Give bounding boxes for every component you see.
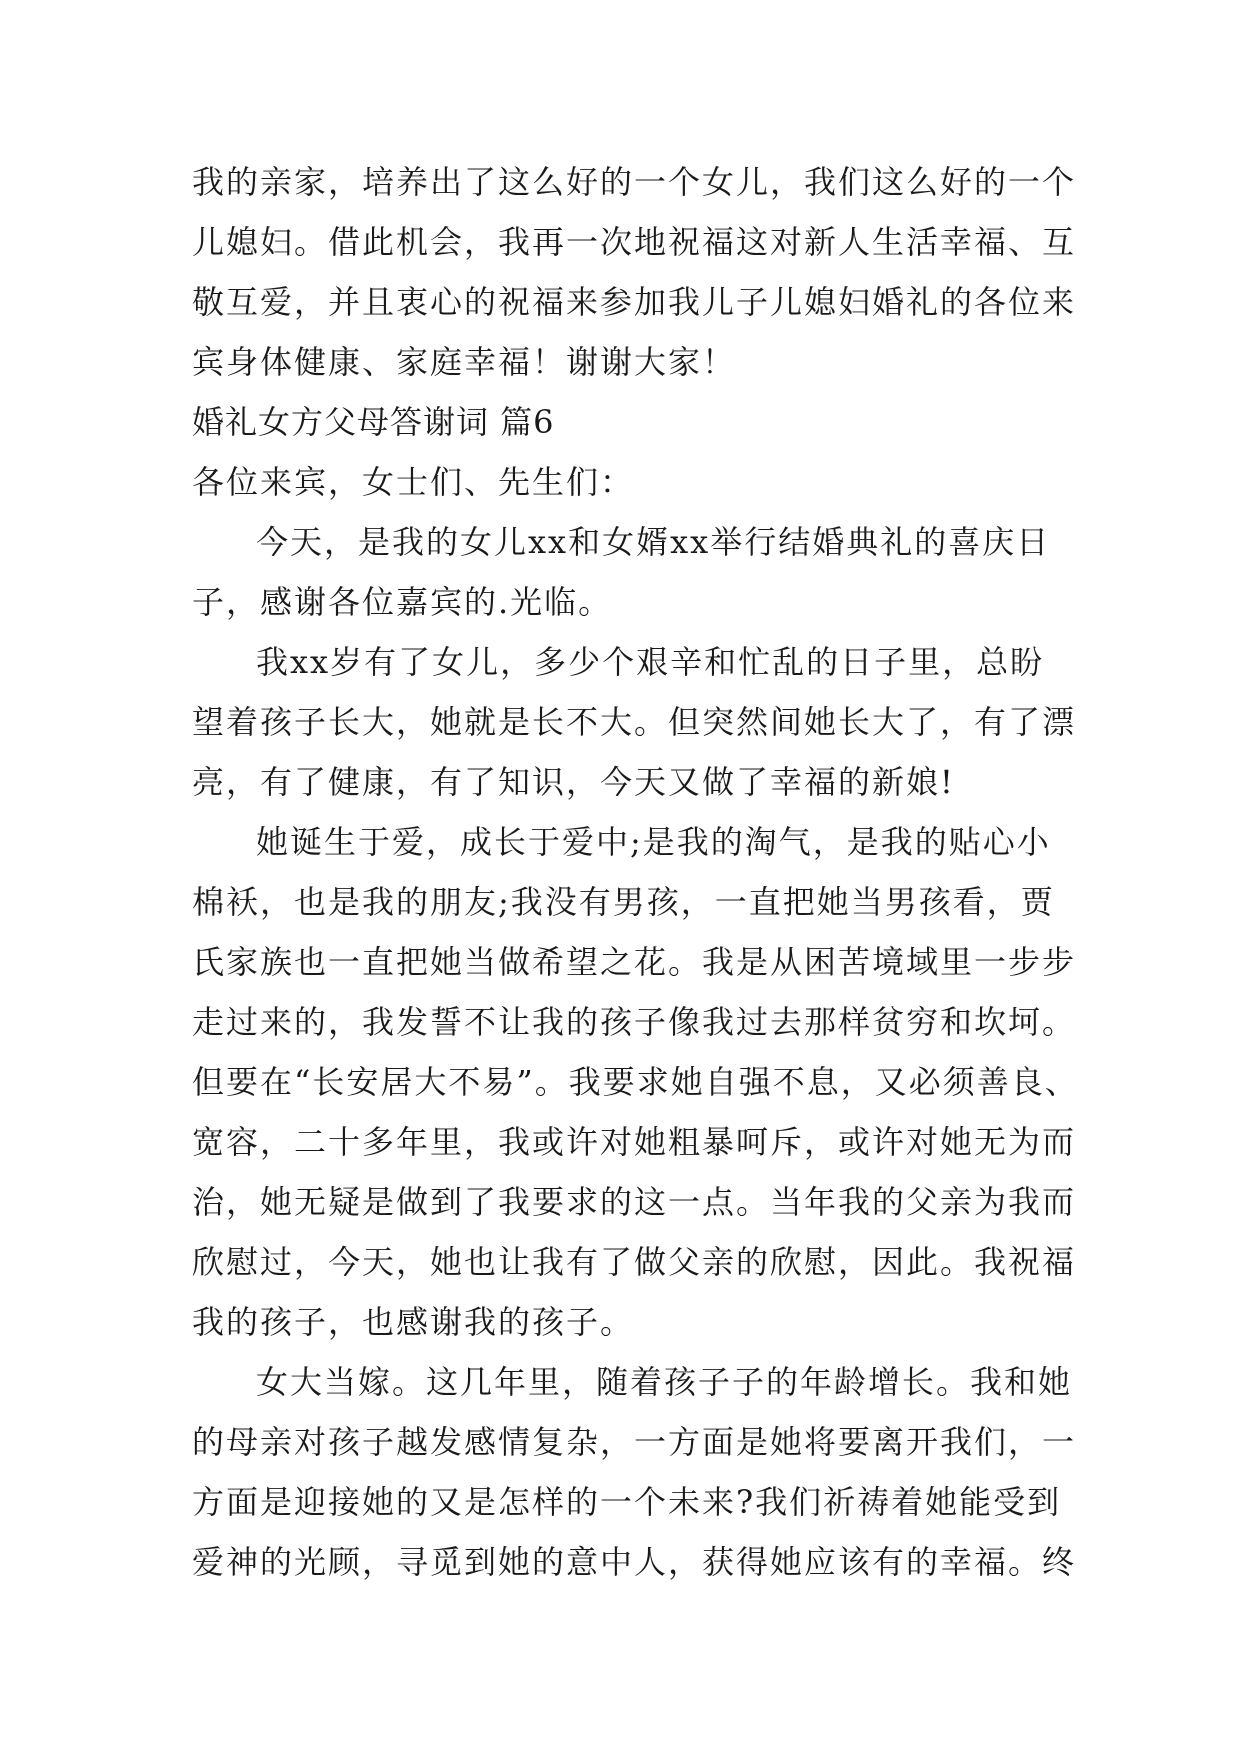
- salutation-line: 各位来宾，女士们、先生们：: [192, 463, 635, 501]
- section-heading: 婚礼女方父母答谢词 篇6: [192, 403, 555, 441]
- paragraph-start-line: 她诞生于爱，成长于爱中;是我的淘气，是我的贴心小: [256, 823, 1051, 861]
- text-line: 宽容，二十多年里，我或许对她粗暴呵斥，或许对她无为而: [192, 1123, 1077, 1161]
- paragraph-start-line: 女大当嫁。这几年里，随着孩子子的年龄增长。我和她: [256, 1363, 1073, 1401]
- text-line: 望着孩子长大，她就是长不大。但突然间她长大了，有了漂: [192, 703, 1077, 741]
- text-line: 儿媳妇。借此机会，我再一次地祝福这对新人生活幸福、互: [192, 223, 1077, 261]
- text-line: 我的亲家，培养出了这么好的一个女儿，我们这么好的一个: [192, 163, 1077, 201]
- text-line: 但要在“长安居大不易”。我要求她自强不息，又必须善良、: [192, 1063, 1079, 1101]
- document-body: [192, 152, 1079, 1592]
- text-line: 敬互爱，并且衷心的祝福来参加我儿子儿媳妇婚礼的各位来: [192, 283, 1077, 321]
- text-line: 宾身体健康、家庭幸福！谢谢大家！: [192, 343, 737, 381]
- text-line: 爱神的光顾，寻觅到她的意中人，获得她应该有的幸福。终: [192, 1543, 1077, 1581]
- text-line: 棉袄，也是我的朋友;我没有男孩，一直把她当男孩看，贾: [192, 883, 1055, 921]
- text-line: 方面是迎接她的又是怎样的一个未来?我们祈祷着她能受到: [192, 1483, 1062, 1521]
- paragraph-start-line: 我xx岁有了女儿，多少个艰辛和忙乱的日子里，总盼: [256, 643, 1045, 681]
- text-line: 子，感谢各位嘉宾的.光临。: [192, 583, 613, 621]
- paragraph-start-line: 今天，是我的女儿xx和女婿xx举行结婚典礼的喜庆日: [256, 523, 1051, 561]
- text-line: 的母亲对孩子越发感情复杂，一方面是她将要离开我们，一: [192, 1423, 1077, 1461]
- text-line: 亮，有了健康，有了知识，今天又做了幸福的新娘!: [192, 763, 955, 801]
- text-line: 治，她无疑是做到了我要求的这一点。当年我的父亲为我而: [192, 1183, 1077, 1221]
- text-line: 氏家族也一直把她当做希望之花。我是从困苦境域里一步步: [192, 943, 1077, 981]
- text-line: 我的孩子，也感谢我的孩子。: [192, 1303, 635, 1341]
- text-line: 欣慰过，今天，她也让我有了做父亲的欣慰，因此。我祝福: [192, 1243, 1077, 1281]
- text-line: 走过来的，我发誓不让我的孩子像我过去那样贫穷和坎坷。: [192, 1003, 1077, 1041]
